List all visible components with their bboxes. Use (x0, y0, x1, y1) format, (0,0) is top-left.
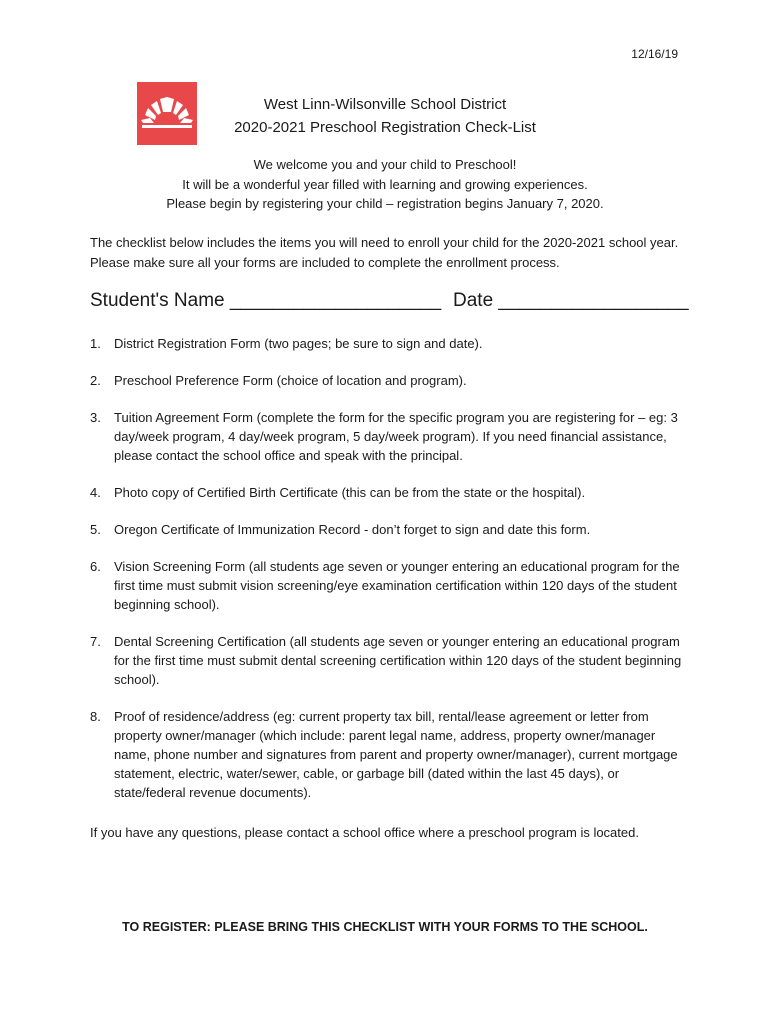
item-number: 1. (90, 336, 101, 351)
item-number: 3. (90, 410, 101, 425)
item-text: Preschool Preference Form (choice of location and program). (114, 373, 467, 388)
page-title: 2020-2021 Preschool Registration Check-List (234, 119, 536, 136)
checklist (90, 334, 690, 820)
register-note: TO REGISTER: PLEASE BRING THIS CHECKLIST WITH YOUR FORMS TO THE SCHOOL. (122, 920, 648, 934)
item-number: 4. (90, 485, 101, 500)
district-name: West Linn-Wilsonville School District (263, 96, 507, 113)
date-field[interactable]: Date __________________ (453, 290, 689, 311)
document-date: 12/16/19 (631, 47, 678, 61)
item-text: Vision Screening Form (all students age seven or younger entering an educational program for the first time must submit vision screening/eye examination certification within 120 days of the student beginning school). (114, 559, 680, 612)
welcome-line: We welcome you and your child to Preschool! (253, 157, 517, 172)
list-item (90, 334, 690, 353)
list-item (90, 483, 690, 502)
intro-paragraph: The checklist below includes the items you will need to enroll your child for the 2020-2021 school year. Please make sure all your forms are included to complete the enrollment process. (90, 235, 679, 270)
list-item (90, 371, 690, 390)
list-item (90, 520, 690, 539)
list-item (90, 557, 690, 614)
item-text: Dental Screening Certification (all students age seven or younger entering an educational program for the first time must submit dental screening certification within 120 days of the student beginning school). (114, 634, 682, 687)
list-item (90, 408, 690, 465)
item-text: District Registration Form (two pages; be sure to sign and date). (114, 336, 483, 351)
list-item (90, 707, 690, 802)
list-item (90, 632, 690, 689)
student-name-field[interactable]: Student's Name ____________________ (90, 290, 442, 311)
welcome-line: It will be a wonderful year filled with learning and growing experiences. (182, 177, 588, 192)
item-number: 6. (90, 559, 101, 574)
item-text: Tuition Agreement Form (complete the form for the specific program you are registering for – eg: 3 day/week program, 4 day/week program, 5 day/week program). If you need financial assistance, please contact the school office and speak with the principal. (114, 410, 678, 463)
item-text: Proof of residence/address (eg: current property tax bill, rental/lease agreement or letter from property owner/manager (which include: parent legal name, address, property owner/manager name, phone number and signatures from parent and property owner/manager), current mortgage statement, electric, water/sewer, cable, or garbage bill (dated within the last 45 days), or state/federal revenue documents). (114, 709, 678, 800)
item-text: Photo copy of Certified Birth Certificate (this can be from the state or the hospital). (114, 485, 586, 500)
closing-paragraph: If you have any questions, please contact a school office where a preschool program is located. (90, 825, 639, 840)
item-number: 8. (90, 709, 101, 724)
item-number: 2. (90, 373, 101, 388)
item-number: 7. (90, 634, 101, 649)
item-number: 5. (90, 522, 101, 537)
item-text: Oregon Certificate of Immunization Record - don’t forget to sign and date this form. (114, 522, 591, 537)
welcome-line: Please begin by registering your child – registration begins January 7, 2020. (166, 196, 604, 211)
student-info-row (90, 290, 690, 312)
